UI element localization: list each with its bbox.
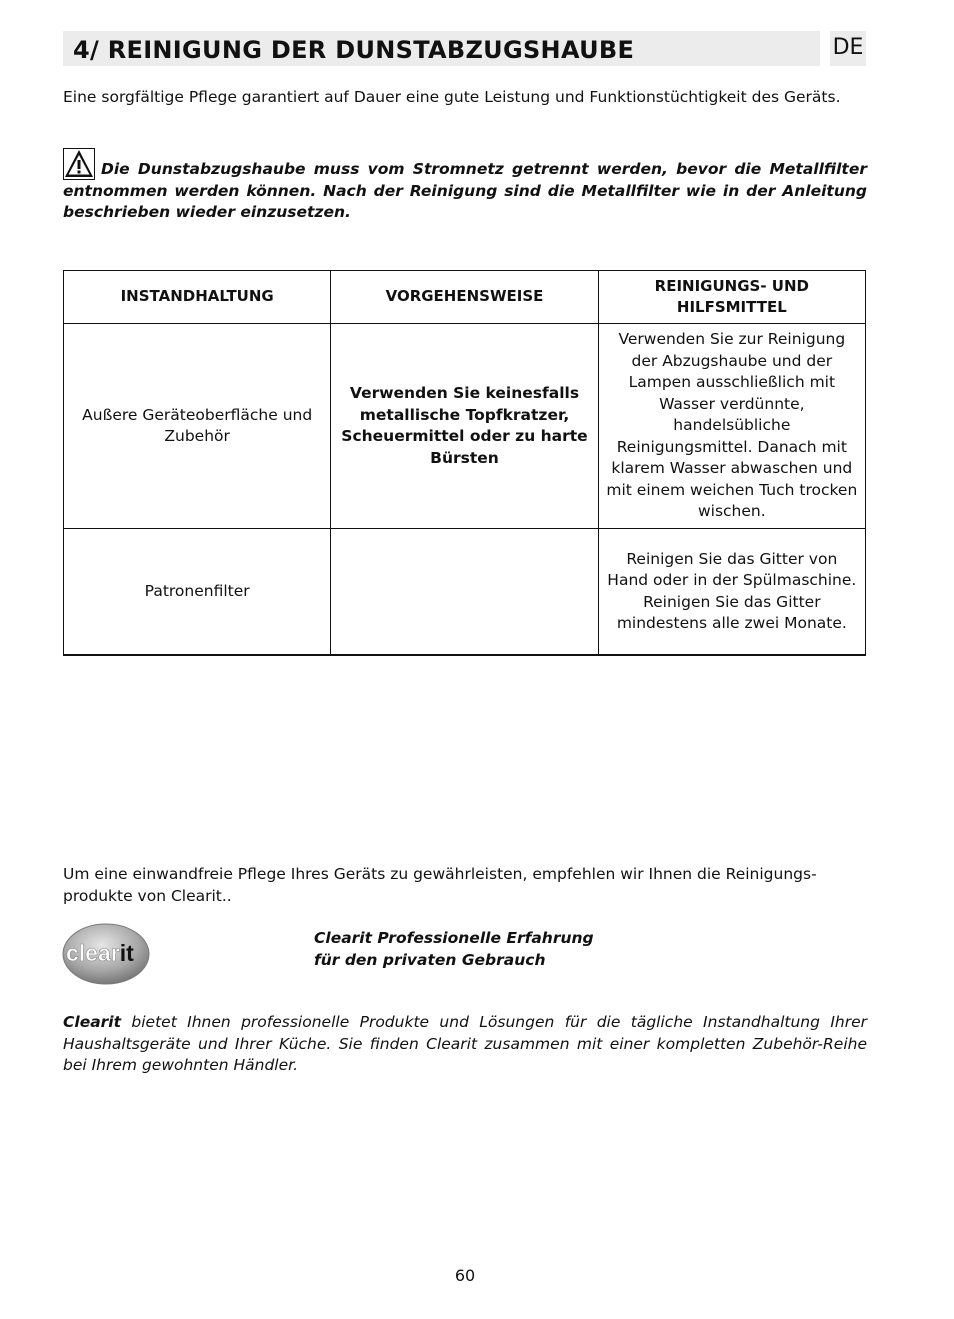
logo-text-main: clear bbox=[66, 940, 120, 966]
logo-text-accent: it bbox=[119, 940, 134, 966]
page-number: 60 bbox=[454, 1266, 476, 1285]
clearit-description-text: bietet Ihnen professionelle Produkte und Lösungen für die tägliche Instandhaltung Ihrer Haushaltsgeräte und Ihrer Küche. Sie finden Clearit zusammen mit einer kompletten Zubehör-Reihe bei Ihrem gewohnten Händler. bbox=[63, 1013, 867, 1074]
language-badge: DE bbox=[830, 31, 866, 66]
table-cell-item: Patronenfilter bbox=[64, 529, 331, 656]
table-row bbox=[64, 529, 866, 656]
svg-text:clearit bbox=[66, 940, 134, 966]
tagline-line-1: Clearit Professionelle Erfahrung bbox=[314, 929, 594, 947]
table-cell-procedure: Verwenden Sie keinesfalls metallische Topfkratzer, Scheuermittel oder zu harte Bürsten bbox=[331, 324, 598, 529]
maintenance-table bbox=[63, 270, 866, 656]
table-cell-procedure bbox=[331, 529, 598, 656]
column-header-maintenance: INSTANDHALTUNG bbox=[64, 271, 331, 324]
clearit-tagline bbox=[314, 927, 594, 971]
table-cell-agents: Verwenden Sie zur Reinigung der Abzugshaube und der Lampen ausschließlich mit Wasser verdünnte, handelsübliche Reinigungsmittel. Danach mit klarem Wasser abwaschen und mit einem weichen Tuch trocken wischen. bbox=[598, 324, 865, 529]
warning-notice bbox=[63, 148, 867, 224]
clearit-description bbox=[63, 1012, 867, 1077]
table-cell-agents: Reinigen Sie das Gitter von Hand oder in der Spülmaschine. Reinigen Sie das Gitter mindestens alle zwei Monate. bbox=[598, 529, 865, 656]
intro-paragraph: Eine sorgfältige Pflege garantiert auf Dauer eine gute Leistung und Funktionstüchtigkeit des Geräts. bbox=[63, 88, 841, 106]
section-header bbox=[63, 31, 820, 66]
recommendation-paragraph: Um eine einwandfreie Pflege Ihres Geräts zu gewährleisten, empfehlen wir Ihnen die Reinigungs-produkte von Clearit.. bbox=[63, 865, 817, 905]
table-header-row bbox=[64, 271, 866, 324]
table-cell-item: Außere Geräteoberfläche und Zubehör bbox=[64, 324, 331, 529]
clearit-brand: Clearit bbox=[63, 1013, 122, 1031]
warning-text: Die Dunstabzugshaube muss vom Stromnetz getrennt werden, bevor die Metallfilter entnommen werden können. Nach der Reinigung sind die Metallfilter wie in der Anleitung beschrieben wieder einzusetzen. bbox=[63, 160, 867, 221]
table-row bbox=[64, 324, 866, 529]
page-title: 4/ REINIGUNG DER DUNSTABZUGSHAUBE bbox=[73, 36, 635, 64]
column-header-cleaning-agents: REINIGUNGS- UND HILFSMITTEL bbox=[598, 271, 865, 324]
clearit-logo bbox=[62, 923, 150, 985]
column-header-procedure: VORGEHENSWEISE bbox=[331, 271, 598, 324]
warning-triangle-icon bbox=[63, 148, 95, 180]
tagline-line-2: für den privaten Gebrauch bbox=[314, 951, 546, 969]
